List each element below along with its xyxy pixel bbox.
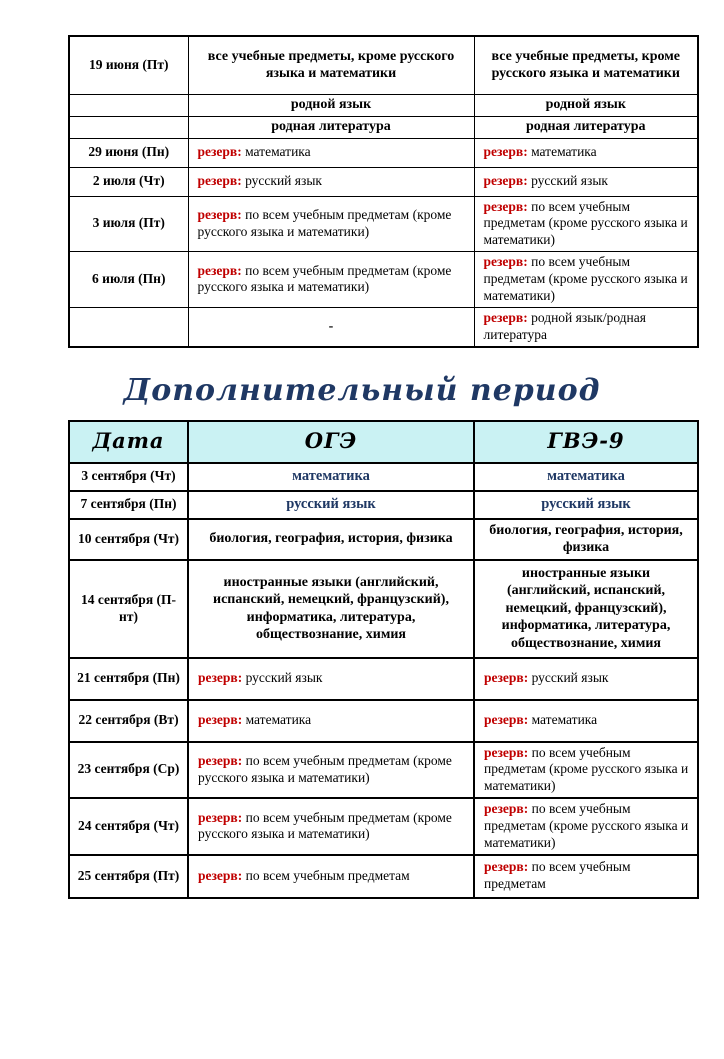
date-cell: 25 сентября (Пт): [69, 855, 188, 898]
subject-cell: резерв: по всем учебным предметам: [188, 855, 474, 898]
reserve-label: резерв:: [197, 262, 242, 278]
subject-cell: резерв: по всем учебным предметам (кроме русского языка и математики): [188, 196, 474, 252]
section-title: Дополнительный период: [123, 372, 601, 408]
table-row: [69, 167, 698, 196]
reserve-label: резерв:: [483, 144, 528, 160]
table-row: [69, 116, 698, 138]
date-cell: 7 сентября (Пн): [69, 491, 188, 519]
subject-cell: резерв: русский язык: [188, 658, 474, 700]
column-header-oge: ОГЭ: [188, 421, 474, 463]
header-row: [69, 421, 698, 463]
table-row: [69, 742, 698, 799]
table-row: [69, 700, 698, 742]
date-cell: 24 сентября (Чт): [69, 798, 188, 855]
subject-cell: все учебные предметы, кроме русского языка и математики: [474, 36, 698, 94]
subject-cell: резерв: математика: [188, 138, 474, 167]
subject-cell: родной язык: [474, 94, 698, 116]
document-page: [0, 35, 724, 1059]
subject-cell: биология, география, история, физика: [474, 519, 698, 560]
subject-cell: резерв: по всем учебным предметам (кроме русского языка и математики): [474, 742, 698, 799]
subject-cell: резерв: по всем учебным предметам (кроме русского языка и математики): [474, 798, 698, 855]
date-cell: 19 июня (Пт): [69, 36, 188, 94]
table-row: [69, 252, 698, 308]
table-row: [69, 560, 698, 658]
main-period-exam-table: [68, 35, 699, 348]
subject-cell: резерв: русский язык: [188, 167, 474, 196]
reserve-label: резерв:: [484, 670, 529, 686]
additional-table-body: [69, 463, 698, 898]
subject-cell: резерв: по всем учебным предметам (кроме русского языка и математики): [188, 798, 474, 855]
reserve-label: резерв:: [197, 144, 242, 160]
column-header-gve9: ГВЭ-9: [474, 421, 698, 463]
additional-table-header: [69, 421, 698, 463]
table-row: [69, 138, 698, 167]
subject-cell: резерв: родной язык/родная литература: [474, 307, 698, 346]
subject-cell: русский язык: [188, 491, 474, 519]
subject-cell: математика: [188, 463, 474, 491]
subject-cell: иностранные языки (английский, испанский, немецкий, французский), информатика, литература, обществознание, химия: [474, 560, 698, 658]
reserve-label: резерв:: [198, 867, 243, 883]
date-cell: 23 сентября (Ср): [69, 742, 188, 799]
date-cell: 3 июля (Пт): [69, 196, 188, 252]
column-header-date: Дата: [69, 421, 188, 463]
date-cell: [69, 116, 188, 138]
subject-cell: родная литература: [188, 116, 474, 138]
subject-cell: резерв: по всем учебным предметам (кроме русского языка и математики): [188, 742, 474, 799]
date-cell: 14 сентября (П-нт): [69, 560, 188, 658]
subject-cell: резерв: русский язык: [474, 167, 698, 196]
date-cell: [69, 94, 188, 116]
table-row: [69, 491, 698, 519]
date-cell: 21 сентября (Пн): [69, 658, 188, 700]
subject-cell: математика: [474, 463, 698, 491]
subject-cell: резерв: математика: [188, 700, 474, 742]
table-row: [69, 463, 698, 491]
reserve-label: резерв:: [198, 670, 243, 686]
subject-cell: русский язык: [474, 491, 698, 519]
subject-cell: все учебные предметы, кроме русского языка и математики: [188, 36, 474, 94]
subject-cell: резерв: математика: [474, 700, 698, 742]
table-row: [69, 519, 698, 560]
subject-cell: биология, география, история, физика: [188, 519, 474, 560]
subject-cell: резерв: математика: [474, 138, 698, 167]
reserve-label: резерв:: [197, 206, 242, 222]
reserve-label: резерв:: [484, 859, 529, 875]
table-row: [69, 798, 698, 855]
subject-cell: -: [188, 307, 474, 346]
subject-cell: родной язык: [188, 94, 474, 116]
date-cell: [69, 307, 188, 346]
reserve-label: резерв:: [484, 744, 529, 760]
reserve-label: резерв:: [483, 254, 528, 270]
reserve-label: резерв:: [198, 712, 243, 728]
reserve-label: резерв:: [483, 309, 528, 325]
date-cell: 22 сентября (Вт): [69, 700, 188, 742]
table-row: [69, 36, 698, 94]
reserve-label: резерв:: [484, 712, 529, 728]
reserve-label: резерв:: [198, 809, 243, 825]
reserve-label: резерв:: [484, 801, 529, 817]
main-table-body: [69, 36, 698, 347]
date-cell: 29 июня (Пн): [69, 138, 188, 167]
date-cell: 6 июля (Пн): [69, 252, 188, 308]
reserve-label: резерв:: [483, 173, 528, 189]
subject-cell: резерв: русский язык: [474, 658, 698, 700]
table-row: [69, 307, 698, 346]
reserve-label: резерв:: [197, 173, 242, 189]
date-cell: 3 сентября (Чт): [69, 463, 188, 491]
reserve-label: резерв:: [483, 198, 528, 214]
table-row: [69, 196, 698, 252]
table-row: [69, 94, 698, 116]
subject-cell: резерв: по всем учебным предметам (кроме русского языка и математики): [474, 196, 698, 252]
subject-cell: родная литература: [474, 116, 698, 138]
table-row: [69, 658, 698, 700]
subject-cell: резерв: по всем учебным предметам (кроме русского языка и математики): [188, 252, 474, 308]
reserve-label: резерв:: [198, 752, 243, 768]
subject-cell: иностранные языки (английский, испанский, немецкий, французский), информатика, литература, обществознание, химия: [188, 560, 474, 658]
additional-period-exam-table: [68, 420, 699, 899]
subject-cell: резерв: по всем учебным предметам: [474, 855, 698, 898]
date-cell: 2 июля (Чт): [69, 167, 188, 196]
table-row: [69, 855, 698, 898]
date-cell: 10 сентября (Чт): [69, 519, 188, 560]
subject-cell: резерв: по всем учебным предметам (кроме русского языка и математики): [474, 252, 698, 308]
